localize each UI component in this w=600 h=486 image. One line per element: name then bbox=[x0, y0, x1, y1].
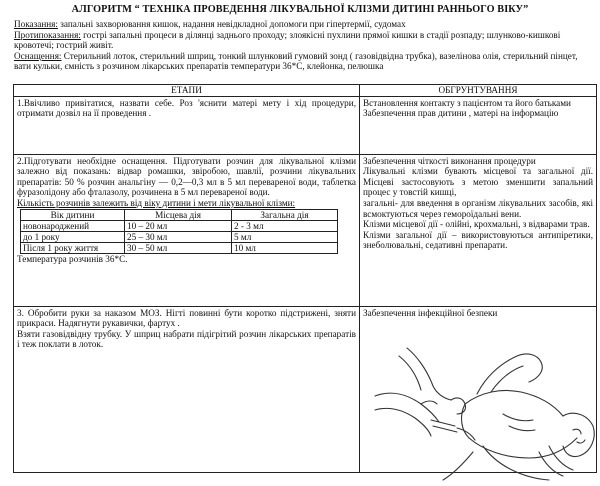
indications-text: запальні захворювання кишок, надання невідкладної допомоги при гіпертермії, судомах bbox=[57, 19, 406, 29]
contraindications-text: гострі запальні процеси в ділянці заднього проходу; злоякісні пухлини прямої кишки в стадії розпаду; шлунково-кишкові кровотечі; гострий живіт. bbox=[14, 29, 561, 51]
dose-header: Вік дитини bbox=[21, 209, 125, 220]
stage-cell bbox=[14, 154, 360, 306]
contraindications-label: Протипоказання: bbox=[14, 29, 81, 40]
rationale-text: Клізми загальної дії – використовуються антипіретики, знеболювальні, седативні препарати. bbox=[363, 229, 593, 251]
stage-cell bbox=[14, 96, 360, 154]
table-row bbox=[14, 154, 597, 306]
dose-header: Загальна дія bbox=[232, 209, 338, 220]
equipment-label: Оснащення: bbox=[14, 50, 62, 61]
equipment-line bbox=[14, 51, 594, 72]
dose-cell: до 1 року bbox=[21, 231, 125, 242]
stage-text: 2.Підготувати необхідне оснащення. Підготувати розчин для лікувальної клізми залежно від показань: відвар ромашки, звіробою, шавлії, розчини лікувальних препаратів: 50 % розчин анальгіну — 0,2—0,3 мл в 5 мл перевареної води, таблетка фуразолідону або фталазолу, розчинена в 5 мл перевареної води. bbox=[17, 155, 356, 198]
rationale-cell bbox=[360, 154, 597, 306]
header-rationale: ОБГРУНТУВАННЯ bbox=[360, 85, 597, 97]
dose-cell: 10 – 20 мл bbox=[125, 220, 232, 231]
rationale-text: Забезпечення інфекційної безпеки bbox=[363, 307, 498, 318]
dose-row bbox=[21, 231, 338, 242]
stage-text: 3. Обробити руки за наказом МОЗ. Нігті повинні бути коротко підстрижені, зняти прикраси. Надягнути рукавички, фартух . bbox=[17, 307, 356, 329]
dose-cell: 25 – 30 мл bbox=[125, 231, 232, 242]
rationale-text: Забезпечення прав дитини , матері на інформацію bbox=[363, 108, 559, 119]
rationale-text: Лікувальні клізми бувають місцевої та загальної дії. Місцеві застосовують з метою зменшити запальний процес у товстій кишці, bbox=[363, 166, 593, 198]
dose-row bbox=[21, 242, 338, 253]
dose-table bbox=[20, 209, 338, 254]
dose-cell: 5 мл bbox=[232, 231, 338, 242]
dose-cell: 30 – 50 мл bbox=[125, 242, 232, 253]
dose-intro: Кількість розчинів залежить від віку дитини і мети лікувальної клізми: bbox=[17, 197, 296, 208]
dose-row bbox=[21, 220, 338, 231]
equipment-text: Стерильний лоток, стерильний шприц, тонкий шлунковий гумовий зонд ( газовідвідна трубка), вазелінова олія, стерильний пінцет, вати кульки, ємність з розчином лікарських препаратів температури 36*С, клейонка, пелюшка bbox=[14, 50, 578, 72]
temperature-note: Температура розчинів 36*С. bbox=[17, 253, 128, 264]
dose-cell: новонароджений bbox=[21, 220, 125, 231]
dose-header: Місцева дія bbox=[125, 209, 232, 220]
header-stages: ЕТАПИ bbox=[14, 85, 360, 97]
dose-cell: 10 мл bbox=[232, 242, 338, 253]
rationale-text: Клізми місцевої дії - олійні, крохмальні, з відварами трав. bbox=[363, 219, 590, 230]
rationale-text: Забезпечення чіткості виконання процедури bbox=[363, 155, 536, 166]
table-row bbox=[14, 96, 597, 154]
header-row bbox=[14, 85, 597, 97]
dose-cell: 2 - 3 мл bbox=[232, 220, 338, 231]
rationale-cell bbox=[360, 96, 597, 154]
baby-enema-illustration bbox=[373, 334, 597, 484]
dose-cell: Після 1 року життя bbox=[21, 242, 125, 253]
stage-text: 1.Ввічливо привітатися, назвати себе. Роз 'яснити матері мету і хід процедури, отримати дозвіл на її проведення . bbox=[17, 97, 356, 119]
stage-text: Взяти газовідвідну трубку. У шприц набрати підігрітий розчин лікарських препаратів і теж поклати в лоток. bbox=[17, 328, 356, 350]
rationale-text: Встановлення контакту з пацієнтом та його батьками bbox=[363, 97, 571, 108]
indications-line bbox=[14, 19, 594, 30]
contraindications-line bbox=[14, 30, 594, 51]
dose-header-row bbox=[21, 209, 338, 220]
rationale-text: загальні- для введення в організм лікувальних засобів, які всмоктуються через гемороїдальні вени. bbox=[363, 197, 593, 219]
intro-block bbox=[0, 19, 600, 72]
page-title: АЛГОРИТМ “ ТЕХНІКА ПРОВЕДЕННЯ ЛІКУВАЛЬНОЇ КЛІЗМИ ДИТИНІ РАННЬОГО ВІКУ” bbox=[71, 4, 529, 15]
stage-cell bbox=[14, 306, 360, 472]
indications-label: Показання: bbox=[14, 19, 58, 29]
